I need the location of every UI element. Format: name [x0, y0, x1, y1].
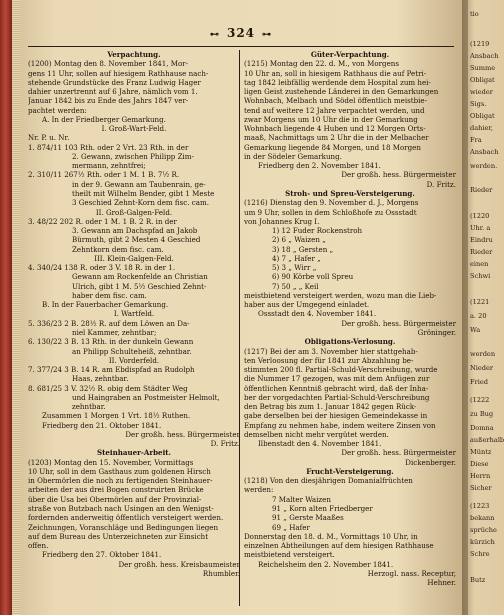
text-line: Friedberg den 27. Oktober 1841. [42, 550, 162, 560]
text-line: ligen Geist zustehende Länderei in den Gemarkungen [244, 87, 439, 97]
text-line: 10 Uhr an, soll in hiesigem Rathhaus die auf Petri- [244, 68, 427, 78]
book-spine [0, 0, 12, 615]
next-page-fragment: einen [470, 260, 489, 268]
next-page-fragment: wieder [470, 88, 493, 96]
text-line: offen. [28, 541, 49, 551]
next-page-fragment: Schre [470, 550, 490, 558]
text-line: haber dem fisc. cam. [72, 290, 147, 300]
text-line: arbeiten der aus drei Bogen construirten Brücke [28, 485, 204, 495]
text-line: 7 Malter Waizen [272, 494, 331, 504]
text-line: Verpachtung. [107, 50, 161, 59]
text-line: D. Fritz. [426, 179, 456, 189]
text-line: 3. 48/22 202 R. oder 1 M. 1 B. 2 R. in der [28, 216, 177, 226]
text-line: Ossstadt den 4. November 1841. [258, 309, 377, 319]
next-page-fragment: Obligat [470, 76, 495, 84]
text-line: in der Södeler Gemarkung. [244, 151, 342, 161]
text-line: Der großh. hess. Bürgermeister [341, 448, 456, 458]
text-line: III. Klein-Galgen-Feld. [94, 253, 174, 263]
text-line: Der großh. hess. Bürgermeister [341, 318, 456, 328]
text-line: über die Usa bei Obermörlen auf der Provinzial- [28, 494, 202, 504]
text-line: B. In der Fauerbacher Gemarkung. [42, 300, 169, 310]
text-line: D. Fritz. [210, 439, 240, 449]
text-line: Ulrich, gibt 1 M. 5½ Geschied Zehnt- [72, 281, 207, 291]
next-page-fragment: bekann [470, 514, 495, 522]
text-line: 6) 90 Körbe voll Spreu [272, 272, 354, 282]
text-line: I. Wartfeld. [113, 309, 155, 319]
text-line: stimmten 200 fl. Partial-Schuld-Verschreibung, wurde [244, 365, 438, 375]
text-line: meistbietend versteigert. [244, 550, 335, 560]
text-line: fordernden anderweitig öffentlich versteigert werden. [28, 513, 224, 523]
text-line: und Haingraben an Postmeister Helmolt, [72, 392, 220, 402]
text-line: gens 11 Uhr, sollen auf hiesigem Rathhause nach- [28, 68, 209, 78]
text-line: 5. 336/23 2 B. 28½ R. auf dem Löwen an Da- [28, 318, 190, 328]
next-page-fragment: Müntz [470, 448, 492, 456]
next-page-fragment: Rieder [470, 248, 493, 256]
text-line: in der 9. Gewann am Taubenrain, ge- [72, 179, 206, 189]
text-line: um 9 Uhr, sollen in dem Schloßhofe zu Ossstadt [244, 207, 417, 217]
text-line: II. Groß-Galgen-Feld. [95, 207, 173, 217]
text-line: 6. 130/22 3 B. 13 Rth. in der dunkeln Gewann [28, 337, 194, 347]
text-line: (1200) Montag den 8. November 1841, Mor- [28, 59, 189, 69]
text-line: 3. Gewann am Dachspfad an Jakob [72, 226, 198, 236]
next-page-fragment: werden [470, 350, 496, 358]
next-page-fragment: Ansbach [470, 52, 499, 60]
next-page-fragment: Diese [470, 460, 489, 468]
header-rule [28, 46, 454, 47]
header-ornament-right: ⊶ [262, 30, 273, 40]
text-line: 4) 7 „ Hafer „ [272, 253, 321, 263]
column-divider [239, 50, 240, 606]
text-line: 7. 377/24 3 B. 14 R. am Ebdispfad an Rudolph [28, 365, 195, 375]
next-page-fragment: werden. [470, 162, 498, 170]
text-line: tend auf weitere 12 Jahre verpachtet werden, und [244, 105, 425, 115]
text-line: Rhumbler. [202, 568, 240, 578]
text-line: einzelnen Abtheilungen auf dem hiesigen Rathhause [244, 541, 434, 551]
text-line: tag 1842 leibfällig werdende dem Hospital zum hei- [244, 77, 431, 87]
next-page-fragment: tio [470, 10, 479, 18]
text-line: 1. 874/11 103 Rth. oder 2 Vrt. 23 Rth. in der [28, 142, 189, 152]
text-line: II. Vorderfeld. [108, 355, 160, 365]
text-line: Herzogl. nass. Receptur, [367, 568, 456, 578]
text-line: pachtet werden: [28, 105, 87, 115]
left-column [28, 50, 240, 578]
text-line: zwar Morgens um 10 Uhr die in der Gemarkung [244, 114, 418, 124]
text-line: Zehntkorn dem fisc. cam. [72, 244, 164, 254]
text-line: (1218) Von den diesjährigen Domanialfrüchten [244, 476, 413, 486]
text-line: ten Verloosung der für 1841 zur Abzahlung be- [244, 355, 414, 365]
next-page-fragment: (1223 [470, 502, 490, 510]
text-line: Dickenberger. [405, 457, 456, 467]
text-line: 91 „ Korn alten Friedberger [272, 504, 373, 514]
text-line: öffentlichen Kenntniß gebracht wird, daß der Inha- [244, 383, 429, 393]
text-line: Reichelsheim den 2. November 1841. [258, 559, 394, 569]
next-page-fragment: sprüche [470, 526, 497, 534]
next-page-fragment: zu Bug [470, 410, 494, 418]
next-page-fragment: dahier, [470, 124, 493, 132]
text-line: maaß, Nachmittags um 2 Uhr die in der Melbacher [244, 133, 429, 143]
text-line: zehntbar. [72, 402, 106, 412]
text-line: (1217) Bei der am 3. November hier stattgehab- [244, 346, 418, 356]
text-line: 2. 310/11 267½ Rth. oder 1 M. 1 B. 7½ R. [28, 170, 180, 180]
right-column [244, 50, 456, 587]
text-line: 1) 12 Fuder Rockenstroh [272, 226, 363, 236]
text-line: von Johannes Krug I. [244, 216, 320, 226]
text-line: Nr. P. u. Nr. [28, 133, 70, 143]
text-line: demselben nicht mehr vergütet werden. [244, 429, 389, 439]
text-line: 5) 3 „ Wirr „ [272, 263, 317, 273]
text-line: Wohnbach liegende 4 Huben und 12 Morgen Orts- [244, 124, 426, 134]
next-page-fragment: (1221 [470, 298, 490, 306]
text-line: werden: [244, 485, 274, 495]
next-page-fragment: Schwi [470, 272, 491, 280]
next-page-fragment: Obligat [470, 112, 495, 120]
text-line: (1203) Montag den 15. November, Vormittags [28, 457, 194, 467]
header-ornament-left: ⊷ [209, 30, 220, 40]
next-page-edge [462, 0, 504, 615]
next-page-fragment: Wa [470, 326, 481, 334]
text-line: Gewann am Rockenfelde an Christian [72, 272, 208, 282]
text-line: Bürmuth, gibt 2 Mesten 4 Geschied [72, 235, 201, 245]
next-page-fragment: Fra [470, 136, 482, 144]
text-line: Gemarkung liegende 84 Morgen, und 18 Morgen [244, 142, 421, 152]
text-line: Friedberg den 2. November 1841. [258, 161, 381, 171]
text-line: 2) 6 „ Waizen „ [272, 235, 326, 245]
text-line: den Betrag bis zum 1. Januar 1842 gegen Rück- [244, 402, 417, 412]
text-line: (1215) Montag den 22. d. M., von Morgens [244, 59, 399, 69]
text-line: dahier unzertrennt auf 6 Jahre, nämlich vom 1. [28, 87, 198, 97]
page-header [20, 26, 462, 40]
next-page-fragment: Uhr. a [470, 224, 491, 232]
text-line: Zusammen 1 Morgen 1 Vrt. 18½ Ruthen. [42, 411, 191, 421]
next-page-fragment: Summe [470, 64, 496, 72]
text-line: A. In der Friedberger Gemarkung. [42, 114, 166, 124]
text-line: Der großh. hess. Bürgermeister [341, 170, 456, 180]
text-line: Hehner. [427, 578, 456, 588]
text-line: straße von Butzbach nach Usingen an den Wenigst- [28, 504, 214, 514]
text-line: Der großh. hess. Kreisbaumeister [118, 559, 240, 569]
text-line: Steinhauer-Arbeit. [96, 448, 172, 458]
text-line: 3) 18 „ Gersten „ [272, 244, 334, 254]
text-line: meistbietend versteigert werden, wozu man die Lieb- [244, 290, 437, 300]
text-line: 10 Uhr, soll in dem Gasthaus zum goldenen Hirsch [28, 466, 211, 476]
text-line: Zeichnungen, Voranschläge und Bedingungen liegen [28, 522, 219, 532]
text-line: in Obermörlen die noch zu fertigenden Steinhauer- [28, 476, 213, 486]
text-line: Obligations-Verlosung. [304, 337, 396, 347]
next-page-fragment: Ansbach [470, 148, 499, 156]
text-line: Der großh. hess. Bürgermeister [125, 429, 240, 439]
next-page-fragment: Nieder [470, 364, 494, 372]
text-line: Januar 1842 bis zu Ende des Jahrs 1847 ver- [28, 96, 189, 106]
next-page-fragment: Domna [470, 424, 494, 432]
next-page-fragment: Sicher [470, 484, 492, 492]
text-line: Wohnbach, Melbach und Södel öffentlich meistbie- [244, 96, 428, 106]
next-page-fragment: a. 20 [470, 312, 487, 320]
text-line: haber aus der Umgegend einladet. [244, 300, 370, 310]
next-page-fragment: außerhalb [470, 436, 504, 444]
text-line: I. Groß-Wart-Feld. [101, 124, 167, 134]
next-page-fragment: Rieder [470, 186, 493, 194]
text-line: theilt mit Wilhelm Bender, gibt 1 Meste [72, 188, 215, 198]
next-page-fragment: Butz [470, 576, 486, 584]
text-line: 2. Gewann, zwischen Philipp Zim- [72, 151, 194, 161]
book-page [20, 0, 462, 615]
next-page-fragment: (1220 [470, 212, 490, 220]
text-line: Stroh- und Spreu-Versteigerung. [285, 188, 415, 198]
text-line: Güter-Verpachtung. [310, 50, 390, 59]
text-line: gabe derselben bei der hiesigen Gemeindekasse in [244, 411, 428, 421]
next-page-fragment: Herrn [470, 472, 491, 480]
text-line: (1216) Dienstag den 9. November d. J., Morgens [244, 198, 419, 208]
text-line: ber der vorgedachten Partial-Schuld-Verschreibung [244, 392, 430, 402]
next-page-fragment: Sigs. [470, 100, 487, 108]
next-page-fragment: Fried [470, 378, 488, 386]
gutter-shadow [462, 0, 468, 615]
page-edges [12, 0, 20, 615]
next-page-fragment: (1219 [470, 40, 490, 48]
text-line: auf dem Bureau des Unterzeichneten zur Einsicht [28, 531, 209, 541]
text-line: an Philipp Schulteheiß, zehntbar. [72, 346, 192, 356]
text-line: 3 Geschied Zehnt-Korn dem fisc. cam. [72, 198, 209, 208]
text-line: 7) 50 „ „ Keil [272, 281, 319, 291]
text-line: 91 „ Gerste Maaßes [272, 513, 344, 523]
text-line: stehende Grundstücke des Franz Ludwig Hager [28, 77, 201, 87]
text-line: 69 „ Hafer [272, 522, 310, 532]
text-line: Gröninger. [417, 327, 456, 337]
next-page-fragment: (1222 [470, 396, 490, 404]
text-line: niel Kammer, zehntbar; [72, 327, 157, 337]
text-line: die Nummer 17 gezogen, was mit dem Anfügen zur [244, 374, 430, 384]
next-page-fragment: Eindru [470, 236, 493, 244]
text-line: 4. 340/24 138 R. oder 3 V. 18 R. in der 1. [28, 263, 176, 273]
text-line: mermann, zehntfrei; [72, 161, 146, 171]
text-line: Haas, zehntbar. [72, 374, 129, 384]
text-line: Empfang zu nehmen habe, indem weitere Zinsen von [244, 420, 436, 430]
text-line: 8. 681/25 3 V. 32½ R. obig dem Städter Weg [28, 383, 188, 393]
text-line: Friedberg den 21. Oktober 1841. [42, 420, 162, 430]
text-line: Donnerstag den 18. d. M., Vormittags 10 Uhr, in [244, 531, 418, 541]
text-line: Frucht-Versteigerung. [306, 466, 394, 476]
next-page-fragment: kürzich [470, 538, 495, 546]
page-number: 324 [226, 26, 256, 40]
text-line: Ilbenstadt den 4. November 1841. [258, 439, 382, 449]
